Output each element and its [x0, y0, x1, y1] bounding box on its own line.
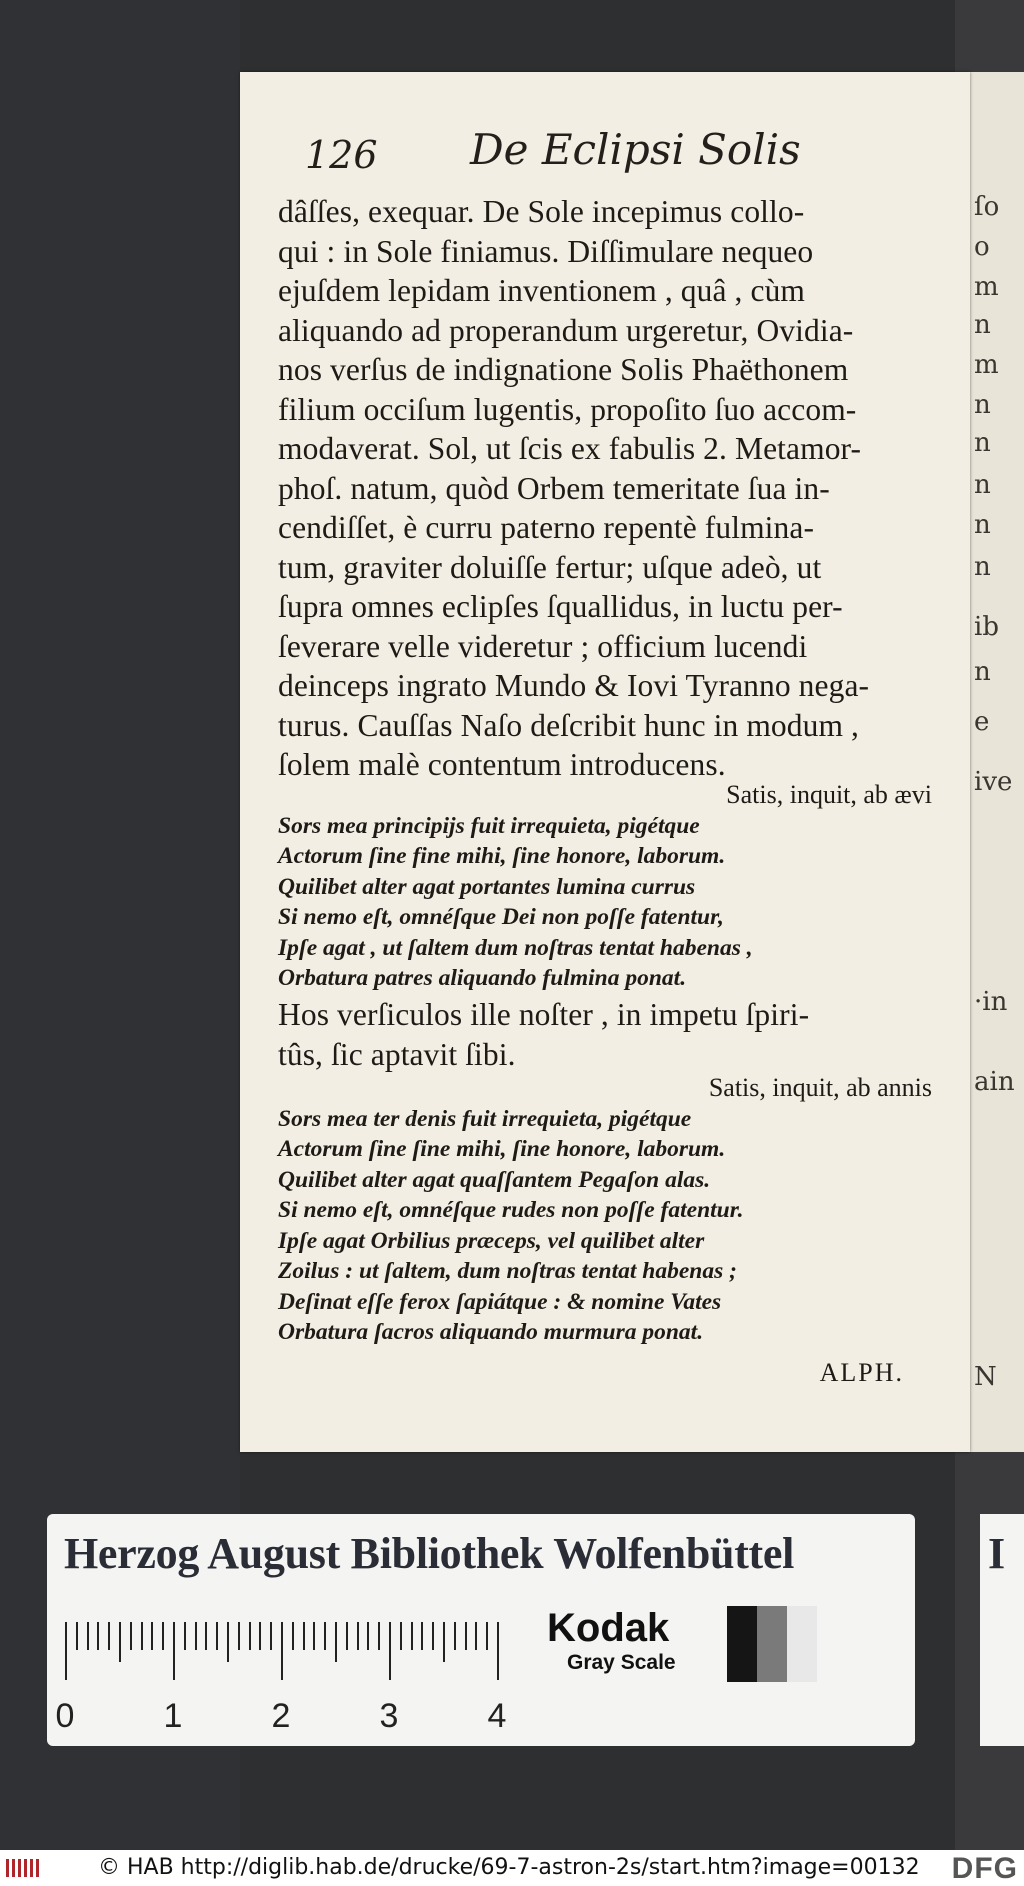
verse-block-2 — [278, 1073, 932, 1348]
gray-swatch-dark — [727, 1606, 757, 1682]
ruler-tick — [259, 1622, 261, 1650]
ruler-tick — [216, 1622, 218, 1650]
gray-swatch-light — [787, 1606, 817, 1682]
ruler-tick — [486, 1622, 488, 1650]
facing-page-fragment: N — [974, 1362, 997, 1392]
facing-page-fragment: n — [974, 428, 991, 458]
ruler-tick — [443, 1622, 445, 1662]
running-title: De Eclipsi Solis — [470, 125, 801, 174]
ruler-number: 1 — [163, 1697, 183, 1735]
ruler-tick — [303, 1622, 305, 1650]
ruler-number: 3 — [379, 1697, 399, 1735]
running-head — [305, 125, 825, 185]
text-line: modaverat. Sol, ut ſcis ex fabulis 2. Metamor- — [278, 431, 862, 466]
verse-line: Sors mea principijs fuit irrequieta, pigétque — [278, 812, 700, 839]
facing-page-fragment: m — [974, 272, 999, 302]
verse-line: Orbatura patres aliquando fulmina ponat. — [278, 965, 687, 991]
verse-line: Deſinat eſſe ferox ſapiátque : & nomine Vates — [278, 1288, 722, 1315]
facing-page-fragment: n — [974, 310, 991, 340]
verse-1-intro: Satis, inquit, ab ævi — [726, 780, 932, 809]
verse-line: Quilibet alter agat portantes lumina currus — [278, 873, 696, 900]
facing-page-fragment: ive — [974, 767, 1013, 797]
ruler-tick — [475, 1622, 477, 1650]
verse-line: Si nemo eſt, omnéſque rudes non poſſe fatentur. — [278, 1197, 744, 1223]
ruler-number: 0 — [55, 1697, 75, 1735]
ruler-tick — [411, 1622, 413, 1650]
ruler — [55, 1622, 507, 1735]
prose-block-1 — [278, 192, 932, 785]
facing-page-fragment: ſo — [974, 192, 1000, 222]
footer-bar — [0, 1850, 1024, 1886]
text-line: ſolem malè contentum introducens. — [278, 747, 726, 782]
ruler-tick — [281, 1622, 283, 1680]
ruler-tick — [324, 1622, 326, 1650]
prose-block-2 — [278, 995, 932, 1074]
page-number: 126 — [305, 133, 378, 177]
ruler-tick — [389, 1622, 391, 1680]
facing-page-fragment: e — [974, 707, 990, 737]
facing-page-fragment: n — [974, 657, 991, 687]
facing-page-fragment: n — [974, 552, 991, 582]
text-line: ſupra omnes eclipſes ſquallidus, in luctu per- — [278, 589, 843, 624]
facing-page-fragment: n — [974, 510, 991, 540]
verse-line: Actorum ſine fine mihi, ſine honore, laborum. — [278, 843, 726, 869]
ruler-tick — [432, 1622, 434, 1650]
dfg-logo: DFG — [951, 1852, 1018, 1885]
ruler-tick — [270, 1622, 272, 1650]
verse-line: Actorum ſine ſine mihi, ſine honore, laborum. — [278, 1136, 726, 1162]
text-line: cendiſſet, è curru paterno repentè fulmina- — [278, 510, 815, 545]
copyright-credit[interactable]: © HAB http://diglib.hab.de/drucke/69-7-astron-2s/start.htm?image=00132 — [98, 1855, 920, 1880]
ruler-tick — [497, 1622, 499, 1680]
second-card-fragment: I — [988, 1529, 1006, 1578]
text-line: deinceps ingrato Mundo & Iovi Tyranno nega- — [278, 668, 870, 703]
verse-line: Ipſe agat Orbilius præceps, vel quilibet alter — [278, 1227, 705, 1254]
facing-page-fragment: ·in — [974, 987, 1008, 1017]
verse-line: Si nemo eſt, omnéſque Dei non poſſe fatentur, — [278, 904, 724, 930]
ruler-tick — [238, 1622, 240, 1650]
ruler-tick — [108, 1622, 110, 1650]
ruler-tick — [65, 1622, 67, 1680]
text-line: dâſſes, exequar. De Sole incepimus collo- — [278, 194, 805, 229]
ruler-tick — [346, 1622, 348, 1650]
text-line: phoſ. natum, quòd Orbem temeritate ſua in- — [278, 470, 830, 506]
gray-swatch-mid — [757, 1606, 787, 1682]
ruler-tick — [421, 1622, 423, 1650]
ruler-tick — [173, 1622, 175, 1680]
gray-scale-label: Gray Scale — [567, 1651, 676, 1674]
ruler-tick — [367, 1622, 369, 1650]
verse-line: Orbatura ſacros aliquando murmura ponat. — [278, 1319, 704, 1345]
ruler-tick — [119, 1622, 121, 1662]
text-line: ejuſdem lepidam inventionem , quâ , cùm — [278, 273, 806, 308]
hab-logo-icon — [6, 1857, 46, 1879]
kodak-brand: Kodak — [547, 1606, 670, 1650]
ruler-tick — [454, 1622, 456, 1650]
ruler-tick — [76, 1622, 78, 1650]
ruler-tick — [357, 1622, 359, 1650]
ruler-tick — [313, 1622, 315, 1650]
text-line: aliquando ad properandum urgeretur, Ovidia- — [278, 312, 854, 348]
ruler-tick — [378, 1622, 380, 1650]
text-line: turus. Cauſſas Naſo deſcribit hunc in modum , — [278, 707, 860, 743]
verse-line: Zoilus : ut ſaltem, dum noſtras tentat habenas ; — [278, 1258, 737, 1284]
ruler-number: 2 — [271, 1697, 291, 1735]
color-calibration-card — [47, 1514, 915, 1746]
facing-page-fragment: o — [974, 232, 990, 262]
ruler-tick — [400, 1622, 402, 1650]
text-line: Hos verſiculos ille noſter , in impetu ſpiri- — [278, 997, 810, 1032]
text-line: filium occiſum lugentis, propoſito ſuo accom- — [278, 391, 857, 427]
facing-page-fragment: n — [974, 470, 991, 500]
ruler-tick — [151, 1622, 153, 1650]
library-name: Herzog August Bibliothek Wolfenbüttel — [64, 1529, 795, 1578]
ruler-tick — [184, 1622, 186, 1650]
facing-page-edge — [970, 72, 1024, 1452]
ruler-tick — [195, 1622, 197, 1650]
verse-line: Ipſe agat , ut ſaltem dum noſtras tentat habenas , — [278, 934, 753, 961]
ruler-tick — [97, 1622, 99, 1650]
ruler-number: 4 — [487, 1697, 507, 1735]
facing-page-fragment: ib — [974, 612, 999, 642]
ruler-tick — [227, 1622, 229, 1662]
ruler-tick — [141, 1622, 143, 1650]
ruler-tick — [249, 1622, 251, 1650]
ruler-tick — [205, 1622, 207, 1650]
verse-2-intro: Satis, inquit, ab annis — [708, 1073, 932, 1102]
verse-line: Sors mea ter denis fuit irrequieta, pigétque — [278, 1105, 692, 1132]
ruler-tick — [87, 1622, 89, 1650]
facing-page-fragment: ain — [974, 1067, 1015, 1097]
verse-line: Quilibet alter agat quaſſantem Pegaſon alas. — [278, 1166, 711, 1193]
ruler-tick — [465, 1622, 467, 1650]
ruler-tick — [292, 1622, 294, 1650]
verse-block-1 — [278, 780, 932, 994]
facing-page-fragment: m — [974, 350, 999, 380]
catchword: ALPH. — [819, 1358, 904, 1387]
facing-page-fragment: n — [974, 390, 991, 420]
ruler-tick — [162, 1622, 164, 1650]
second-calibration-card — [980, 1514, 1024, 1746]
text-line: ſeverare velle videretur ; officium lucendi — [278, 628, 808, 664]
text-line: tûs, ſic aptavit ſibi. — [278, 1036, 516, 1072]
text-line: tum, graviter doluiſſe fertur; uſque adeò, ut — [278, 549, 822, 585]
text-line: nos verſus de indignatione Solis Phaëthonem — [278, 352, 849, 387]
ruler-tick — [130, 1622, 132, 1650]
ruler-tick — [335, 1622, 337, 1662]
text-line: qui : in Sole finiamus. Diſſimulare nequeo — [278, 233, 814, 269]
